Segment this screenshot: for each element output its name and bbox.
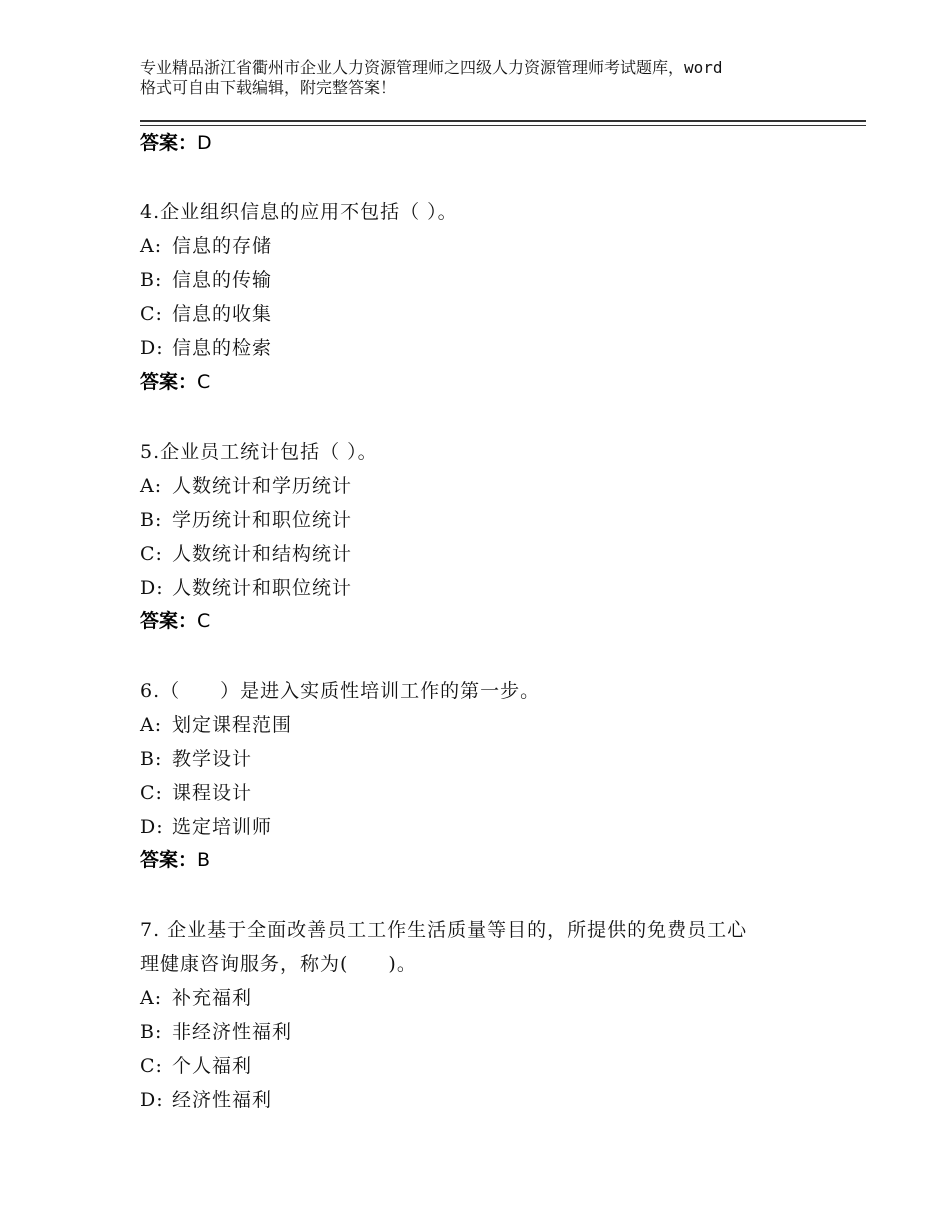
option-text: 人数统计和结构统计 (172, 543, 353, 565)
option-key: D: (140, 816, 164, 838)
answer-separator: ： (178, 610, 198, 632)
option-text: 经济性福利 (172, 1089, 273, 1111)
option-key: D: (140, 1089, 164, 1111)
option-key: A: (140, 714, 163, 736)
option-text: 学历统计和职位统计 (172, 509, 353, 531)
option-a (140, 469, 820, 503)
option-d (140, 1083, 820, 1117)
option-text: 个人福利 (172, 1055, 253, 1077)
option-key: A: (140, 475, 163, 497)
header-divider-thick (140, 120, 866, 122)
option-key: C: (140, 782, 163, 804)
answer-value: C (197, 610, 211, 632)
option-text: 划定课程范围 (172, 714, 293, 736)
question-stem-line-2: 理健康咨询服务，称为( )。 (140, 953, 417, 975)
option-key: B: (140, 1021, 163, 1043)
option-text: 信息的存储 (172, 235, 273, 257)
question-5 (140, 435, 820, 605)
option-c (140, 537, 820, 571)
option-key: A: (140, 987, 163, 1009)
option-text: 信息的收集 (172, 303, 273, 325)
answer-label: 答案 (140, 849, 179, 871)
option-a (140, 981, 820, 1015)
question-stem: 5.企业员工统计包括（ ）。 (140, 441, 378, 463)
option-text: 课程设计 (172, 782, 253, 804)
option-key: C: (140, 303, 163, 325)
option-key: A: (140, 235, 163, 257)
answer-separator: ： (178, 132, 198, 154)
option-text: 选定培训师 (172, 816, 273, 838)
answer-separator: ： (178, 849, 198, 871)
option-a (140, 708, 820, 742)
option-b (140, 263, 820, 297)
document-header (140, 58, 840, 98)
question-stem-line-1: 7. 企业基于全面改善员工工作生活质量等目的，所提供的免费员工心 (140, 919, 748, 941)
answer-line-6 (140, 848, 210, 872)
question-stem: 6.（ ）是进入实质性培训工作的第一步。 (140, 680, 541, 702)
answer-value: B (197, 849, 211, 871)
answer-label: 答案 (140, 610, 179, 632)
option-text: 人数统计和学历统计 (172, 475, 353, 497)
answer-separator: ： (178, 371, 198, 393)
option-text: 教学设计 (172, 748, 253, 770)
option-a (140, 229, 820, 263)
option-text: 信息的检索 (172, 337, 273, 359)
option-b (140, 742, 820, 776)
option-text: 非经济性福利 (172, 1021, 293, 1043)
option-b (140, 1015, 820, 1049)
answer-value: C (197, 371, 211, 393)
header-divider-thin (140, 125, 866, 126)
answer-line-4 (140, 370, 210, 394)
option-text: 人数统计和职位统计 (172, 577, 353, 599)
option-key: B: (140, 748, 163, 770)
header-line-1: 专业精品浙江省衢州市企业人力资源管理师之四级人力资源管理师考试题库，word (140, 58, 723, 77)
option-text: 信息的传输 (172, 269, 273, 291)
answer-value: D (197, 132, 212, 154)
option-key: D: (140, 577, 164, 599)
option-key: C: (140, 1055, 163, 1077)
option-d (140, 810, 820, 844)
option-c (140, 1049, 820, 1083)
answer-line-5 (140, 609, 210, 633)
answer-label: 答案 (140, 371, 179, 393)
option-text: 补充福利 (172, 987, 253, 1009)
option-d (140, 331, 820, 365)
option-key: D: (140, 337, 164, 359)
question-6 (140, 674, 820, 844)
header-line-2: 格式可自由下载编辑，附完整答案！ (140, 78, 397, 97)
answer-line-prev (140, 131, 212, 155)
option-key: B: (140, 269, 163, 291)
question-7 (140, 913, 820, 1117)
answer-label: 答案 (140, 132, 179, 154)
question-4 (140, 195, 820, 365)
option-key: C: (140, 543, 163, 565)
option-c (140, 776, 820, 810)
option-b (140, 503, 820, 537)
option-d (140, 571, 820, 605)
option-key: B: (140, 509, 163, 531)
question-stem: 4.企业组织信息的应用不包括（ ）。 (140, 201, 458, 223)
option-c (140, 297, 820, 331)
